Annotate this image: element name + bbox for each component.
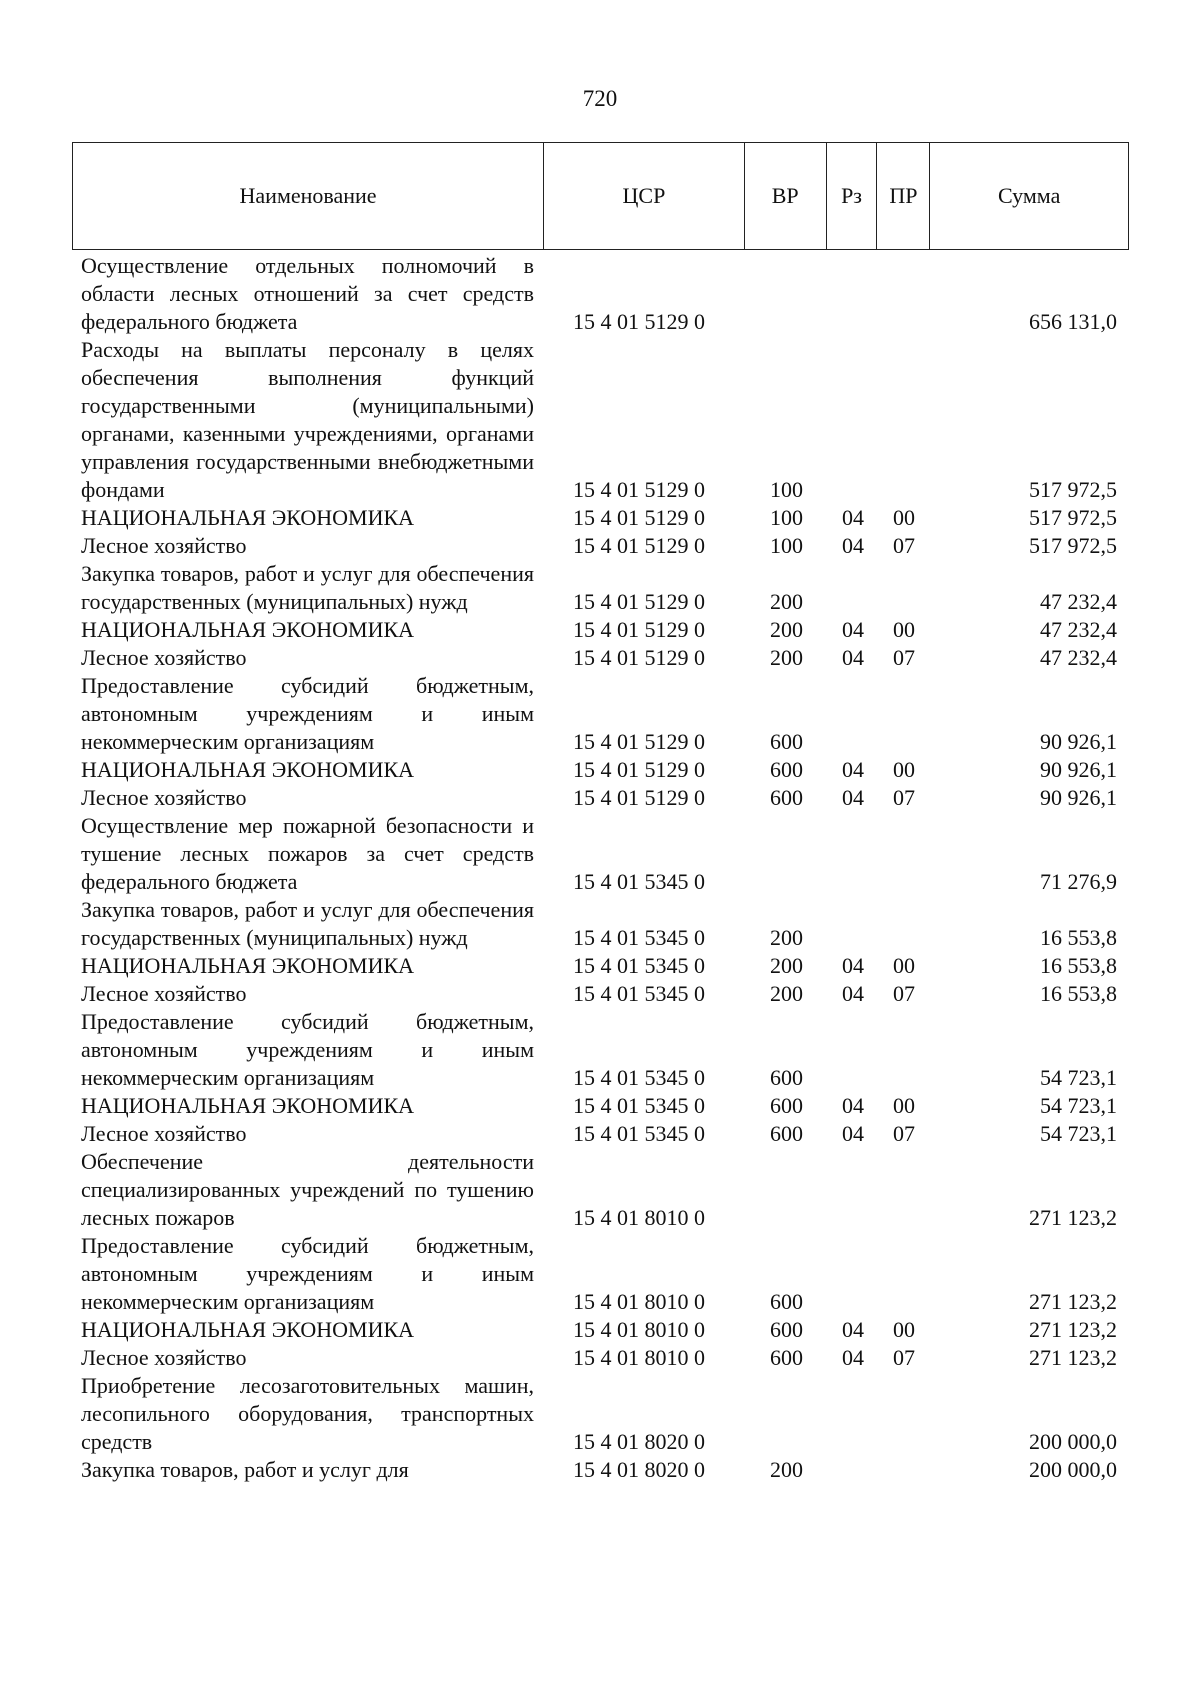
table-row — [0, 560, 1200, 616]
cell-vr: 200 — [770, 925, 803, 950]
cell-csr: 15 4 01 8020 0 — [573, 1457, 705, 1482]
cell-pr: 00 — [893, 1317, 915, 1342]
cell-csr: 15 4 01 5129 0 — [573, 785, 705, 810]
cell-sum: 517 972,5 — [1029, 477, 1117, 502]
table-row — [0, 252, 1200, 336]
cell-rz: 04 — [842, 1121, 864, 1146]
cell-csr: 15 4 01 5345 0 — [573, 981, 705, 1006]
cell-name: Осуществление отдельных полномочий в области лесных отношений за счет средств федерального бюджета — [81, 253, 534, 334]
cell-sum: 517 972,5 — [1029, 505, 1117, 530]
cell-pr: 07 — [893, 1121, 915, 1146]
cell-sum: 90 926,1 — [1040, 785, 1117, 810]
table-row — [0, 532, 1200, 560]
cell-rz: 04 — [842, 505, 864, 530]
cell-csr: 15 4 01 5129 0 — [573, 729, 705, 754]
header-name: Наименование — [73, 143, 544, 249]
cell-vr: 100 — [770, 533, 803, 558]
table-row — [0, 1372, 1200, 1456]
cell-pr: 07 — [893, 785, 915, 810]
header-pr: ПР — [877, 143, 930, 249]
table-row — [0, 1120, 1200, 1148]
table-row — [0, 784, 1200, 812]
cell-csr: 15 4 01 5129 0 — [573, 477, 705, 502]
header-sum: Сумма — [998, 183, 1061, 208]
cell-rz: 04 — [842, 1093, 864, 1118]
cell-sum: 271 123,2 — [1029, 1289, 1117, 1314]
cell-vr: 600 — [770, 785, 803, 810]
cell-sum: 54 723,1 — [1040, 1065, 1117, 1090]
table-row — [0, 980, 1200, 1008]
cell-sum: 47 232,4 — [1040, 645, 1117, 670]
cell-pr: 07 — [893, 1345, 915, 1370]
cell-rz: 04 — [842, 981, 864, 1006]
table-row — [0, 504, 1200, 532]
cell-csr: 15 4 01 5129 0 — [573, 533, 705, 558]
cell-csr: 15 4 01 8020 0 — [573, 1429, 705, 1454]
table-row — [0, 672, 1200, 756]
cell-sum: 47 232,4 — [1040, 617, 1117, 642]
table-row — [0, 1232, 1200, 1316]
header-csr: ЦСР — [544, 143, 745, 249]
cell-name: Лесное хозяйство — [81, 645, 247, 670]
table-row — [0, 1316, 1200, 1344]
cell-name: Предоставление субсидий бюджетным, автономным учреждениям и иным некоммерческим организациям — [81, 673, 534, 754]
cell-sum: 71 276,9 — [1040, 869, 1117, 894]
cell-name: НАЦИОНАЛЬНАЯ ЭКОНОМИКА — [81, 1317, 415, 1342]
cell-vr: 600 — [770, 1289, 803, 1314]
cell-vr: 600 — [770, 1345, 803, 1370]
table-header — [72, 142, 1129, 250]
cell-sum: 200 000,0 — [1029, 1457, 1117, 1482]
cell-pr: 07 — [893, 533, 915, 558]
cell-vr: 200 — [770, 617, 803, 642]
table-body — [0, 252, 1200, 1484]
cell-vr: 100 — [770, 505, 803, 530]
cell-csr: 15 4 01 8010 0 — [573, 1345, 705, 1370]
table-row — [0, 644, 1200, 672]
cell-vr: 200 — [770, 589, 803, 614]
cell-name: Осуществление мер пожарной безопасности и тушение лесных пожаров за счет средств федерального бюджета — [81, 813, 534, 894]
cell-pr: 00 — [893, 505, 915, 530]
cell-sum: 200 000,0 — [1029, 1429, 1117, 1454]
header-rz: Рз — [827, 143, 878, 249]
table-row — [0, 616, 1200, 644]
cell-sum: 54 723,1 — [1040, 1093, 1117, 1118]
cell-pr: 00 — [893, 617, 915, 642]
cell-csr: 15 4 01 5129 0 — [573, 589, 705, 614]
cell-vr: 600 — [770, 1121, 803, 1146]
cell-sum: 16 553,8 — [1040, 953, 1117, 978]
cell-name: НАЦИОНАЛЬНАЯ ЭКОНОМИКА — [81, 757, 415, 782]
cell-name: НАЦИОНАЛЬНАЯ ЭКОНОМИКА — [81, 953, 415, 978]
table-row — [0, 1344, 1200, 1372]
cell-name: Закупка товаров, работ и услуг для обеспечения государственных (муниципальных) нужд — [81, 561, 534, 614]
cell-csr: 15 4 01 5129 0 — [573, 309, 705, 334]
cell-pr: 00 — [893, 757, 915, 782]
cell-sum: 16 553,8 — [1040, 925, 1117, 950]
cell-vr: 600 — [770, 757, 803, 782]
cell-pr: 07 — [893, 645, 915, 670]
cell-name: НАЦИОНАЛЬНАЯ ЭКОНОМИКА — [81, 505, 415, 530]
cell-name: Обеспечение деятельности специализированных учреждений по тушению лесных пожаров — [81, 1149, 534, 1230]
cell-name: Лесное хозяйство — [81, 533, 247, 558]
cell-csr: 15 4 01 5345 0 — [573, 869, 705, 894]
cell-name: Закупка товаров, работ и услуг для — [81, 1457, 409, 1482]
cell-name: Закупка товаров, работ и услуг для обеспечения государственных (муниципальных) нужд — [81, 897, 534, 950]
cell-csr: 15 4 01 8010 0 — [573, 1205, 705, 1230]
cell-csr: 15 4 01 5345 0 — [573, 1121, 705, 1146]
cell-sum: 90 926,1 — [1040, 729, 1117, 754]
cell-sum: 271 123,2 — [1029, 1345, 1117, 1370]
cell-vr: 200 — [770, 953, 803, 978]
table-row — [0, 896, 1200, 952]
cell-rz: 04 — [842, 645, 864, 670]
table-row — [0, 756, 1200, 784]
cell-vr: 600 — [770, 1317, 803, 1342]
table-row — [0, 336, 1200, 504]
cell-sum: 47 232,4 — [1040, 589, 1117, 614]
table-row — [0, 1008, 1200, 1092]
cell-pr: 00 — [893, 953, 915, 978]
cell-vr: 100 — [770, 477, 803, 502]
cell-sum: 271 123,2 — [1029, 1205, 1117, 1230]
cell-name: НАЦИОНАЛЬНАЯ ЭКОНОМИКА — [81, 1093, 415, 1118]
cell-vr: 200 — [770, 1457, 803, 1482]
table-row — [0, 1456, 1200, 1484]
cell-name: Лесное хозяйство — [81, 981, 247, 1006]
cell-name: Предоставление субсидий бюджетным, автономным учреждениям и иным некоммерческим организациям — [81, 1009, 534, 1090]
table-row — [0, 1148, 1200, 1232]
cell-csr: 15 4 01 5345 0 — [573, 925, 705, 950]
cell-csr: 15 4 01 5129 0 — [573, 617, 705, 642]
cell-csr: 15 4 01 8010 0 — [573, 1289, 705, 1314]
cell-sum: 656 131,0 — [1029, 309, 1117, 334]
page-number: 720 — [582, 86, 618, 111]
cell-name: Предоставление субсидий бюджетным, автономным учреждениям и иным некоммерческим организациям — [81, 1233, 534, 1314]
cell-rz: 04 — [842, 785, 864, 810]
cell-sum: 54 723,1 — [1040, 1121, 1117, 1146]
cell-vr: 600 — [770, 1065, 803, 1090]
cell-sum: 271 123,2 — [1029, 1317, 1117, 1342]
table-row — [0, 1092, 1200, 1120]
cell-rz: 04 — [842, 1317, 864, 1342]
cell-vr: 600 — [770, 1093, 803, 1118]
cell-csr: 15 4 01 5345 0 — [573, 953, 705, 978]
cell-name: НАЦИОНАЛЬНАЯ ЭКОНОМИКА — [81, 617, 415, 642]
cell-vr: 200 — [770, 981, 803, 1006]
cell-name: Расходы на выплаты персоналу в целях обеспечения выполнения функций государственными (муниципальными) органами, казенными учреждениями, органами управления государственными внебюджетными фондами — [81, 337, 534, 502]
cell-pr: 07 — [893, 981, 915, 1006]
cell-sum: 517 972,5 — [1029, 533, 1117, 558]
cell-rz: 04 — [842, 953, 864, 978]
table-row — [0, 952, 1200, 980]
cell-vr: 200 — [770, 645, 803, 670]
cell-sum: 90 926,1 — [1040, 757, 1117, 782]
cell-csr: 15 4 01 5129 0 — [573, 645, 705, 670]
cell-rz: 04 — [842, 617, 864, 642]
cell-name: Приобретение лесозаготовительных машин, лесопильного оборудования, транспортных средств — [81, 1373, 534, 1454]
table-row — [0, 812, 1200, 896]
cell-sum: 16 553,8 — [1040, 981, 1117, 1006]
cell-pr: 00 — [893, 1093, 915, 1118]
cell-name: Лесное хозяйство — [81, 1345, 247, 1370]
cell-rz: 04 — [842, 1345, 864, 1370]
header-vr: ВР — [745, 143, 827, 249]
cell-csr: 15 4 01 5345 0 — [573, 1065, 705, 1090]
cell-csr: 15 4 01 8010 0 — [573, 1317, 705, 1342]
cell-name: Лесное хозяйство — [81, 785, 247, 810]
cell-vr: 600 — [770, 729, 803, 754]
cell-csr: 15 4 01 5345 0 — [573, 1093, 705, 1118]
cell-name: Лесное хозяйство — [81, 1121, 247, 1146]
cell-csr: 15 4 01 5129 0 — [573, 757, 705, 782]
cell-rz: 04 — [842, 757, 864, 782]
cell-csr: 15 4 01 5129 0 — [573, 505, 705, 530]
cell-rz: 04 — [842, 533, 864, 558]
